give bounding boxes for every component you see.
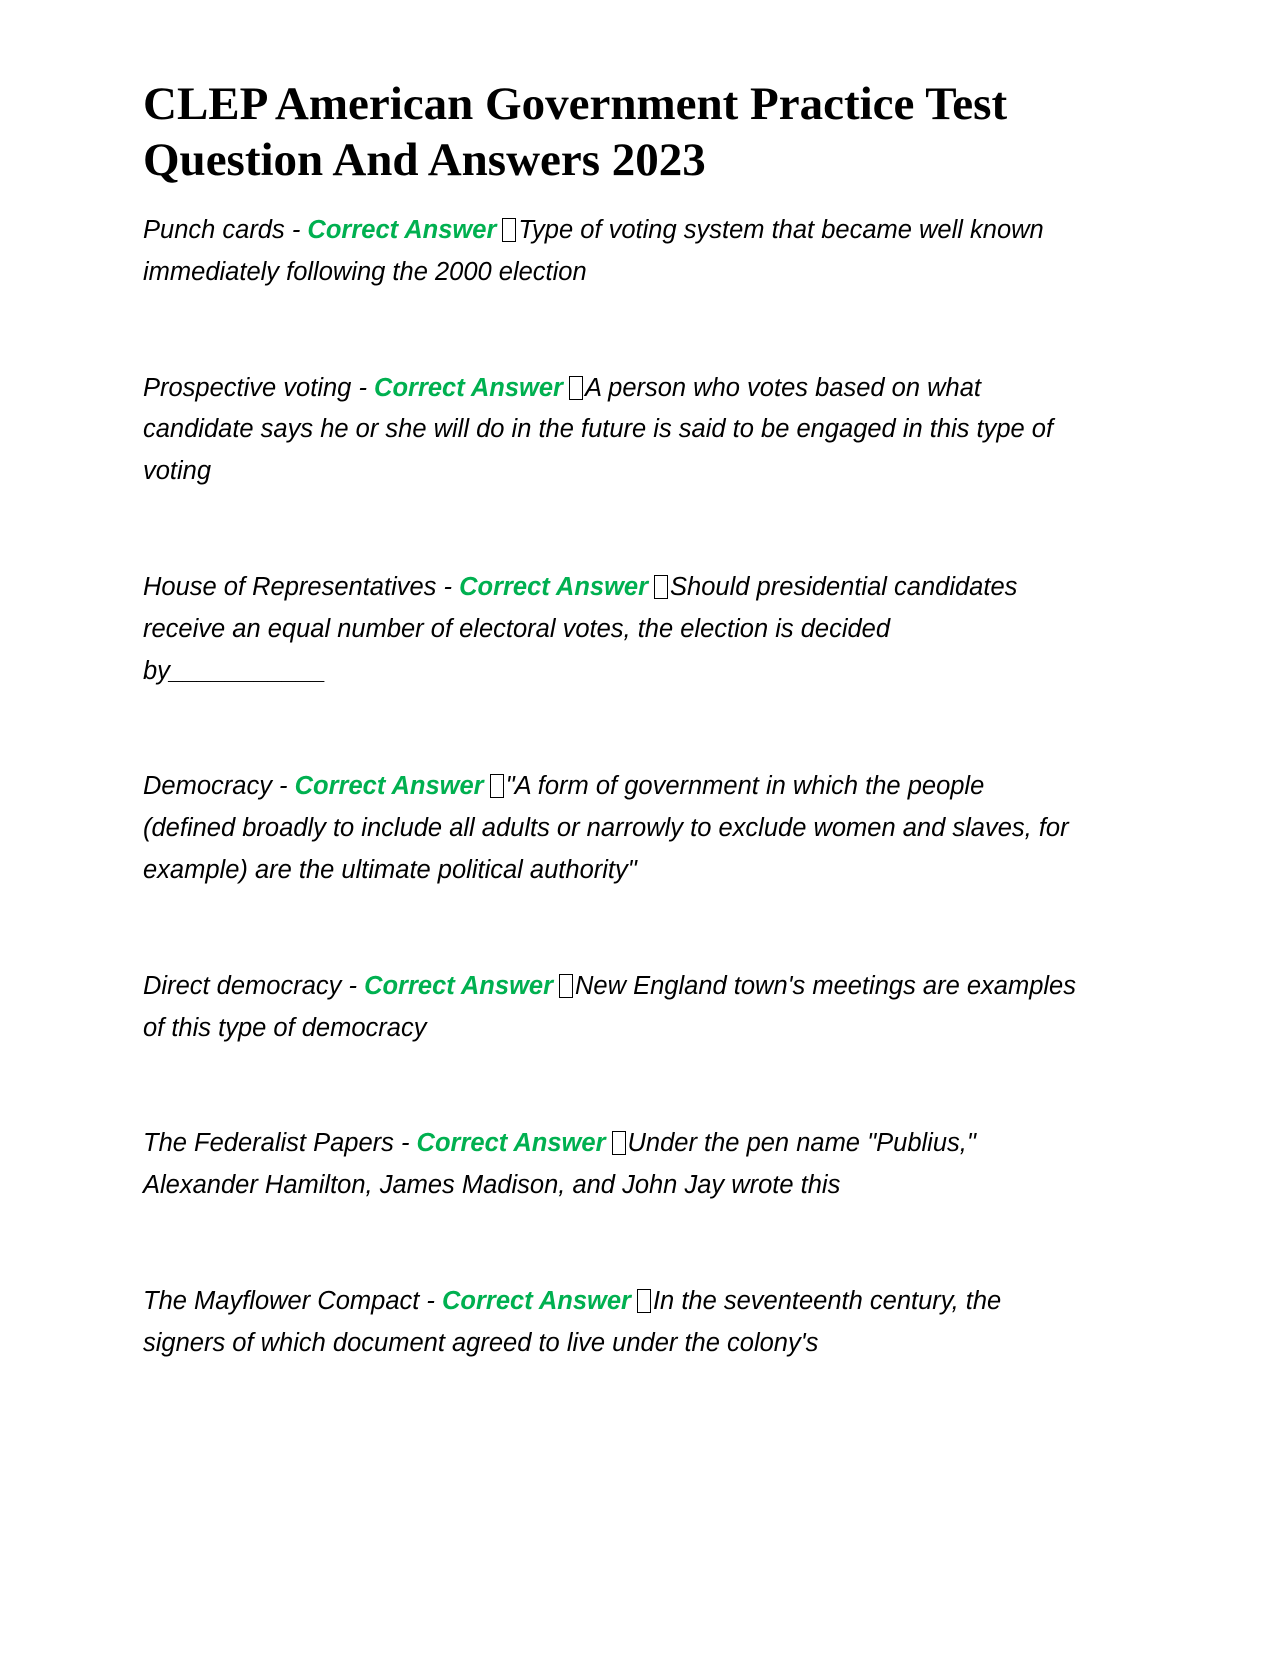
correct-answer-label: Correct Answer — [364, 971, 554, 1000]
answer: Type of voting system that became well known immediately following the 2000 election — [143, 216, 1044, 286]
qa-item — [143, 766, 1078, 891]
separator: - — [393, 1129, 417, 1158]
missing-glyph-icon — [490, 774, 504, 798]
qa-item — [143, 966, 1078, 1050]
correct-answer-label: Correct Answer — [294, 772, 484, 801]
qa-item — [143, 567, 1078, 692]
answer: A person who votes based on what candidate says he or she will do in the future is said to be engaged in this type of voting — [143, 373, 1054, 486]
term: Democracy — [143, 772, 272, 801]
missing-glyph-icon — [569, 376, 583, 400]
separator: - — [271, 772, 295, 801]
term: House of Representatives — [143, 572, 437, 601]
answer: New England town's meetings are examples of this type of democracy — [143, 971, 1076, 1042]
missing-glyph-icon — [654, 575, 668, 599]
term: Direct democracy — [143, 971, 342, 1000]
qa-item — [143, 1123, 1078, 1207]
correct-answer-label: Correct Answer — [307, 216, 497, 244]
document-page — [143, 76, 1078, 1439]
separator: - — [436, 572, 460, 601]
missing-glyph-icon — [637, 1289, 651, 1313]
qa-item — [143, 1281, 1078, 1365]
term: Punch cards — [143, 216, 285, 244]
qa-list — [143, 210, 1078, 1365]
answer: In the seventeenth century, the signers of which document agreed to live under the colony's — [143, 1286, 1002, 1357]
answer: Under the pen name "Publius," Alexander Hamilton, James Madison, and John Jay wrote this — [143, 1129, 976, 1200]
correct-answer-label: Correct Answer — [442, 1286, 631, 1315]
missing-glyph-icon — [559, 974, 573, 998]
separator: - — [351, 373, 375, 402]
correct-answer-label: Correct Answer — [459, 572, 649, 601]
correct-answer-label: Correct Answer — [416, 1129, 606, 1158]
term: Prospective voting — [143, 373, 352, 402]
answer: Should presidential candidates receive an equal number of electoral votes, the election is decided by___________ — [143, 572, 1018, 685]
answer: "A form of government in which the people (defined broadly to include all adults or narrowly to exclude women and slaves, for example) are the ultimate political authority" — [143, 772, 1069, 884]
qa-item — [143, 210, 1078, 294]
term: The Federalist Papers — [143, 1129, 394, 1158]
document-title: CLEP American Government Practice Test Question And Answers 2023 — [143, 78, 1008, 186]
missing-glyph-icon — [612, 1131, 626, 1155]
missing-glyph-icon — [502, 218, 516, 242]
separator: - — [284, 216, 308, 244]
correct-answer-label: Correct Answer — [374, 373, 563, 402]
qa-item — [143, 368, 1078, 493]
separator: - — [341, 971, 365, 1000]
term: The Mayflower Compact — [143, 1286, 420, 1315]
separator: - — [419, 1286, 443, 1315]
